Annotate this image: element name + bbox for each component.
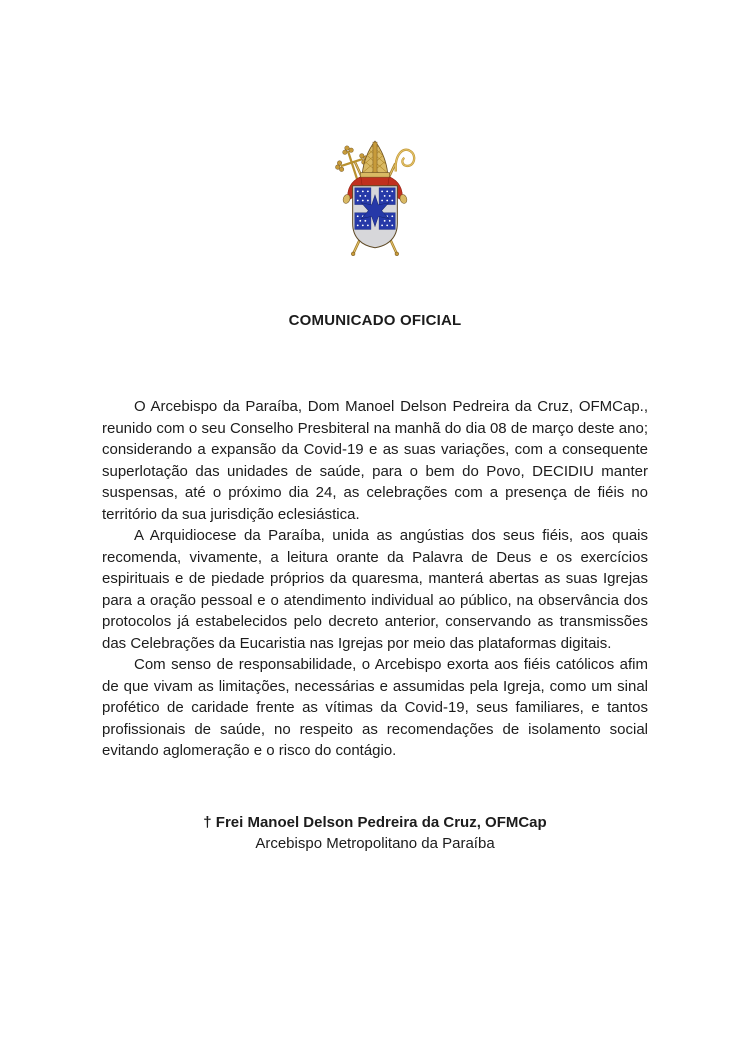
archdiocese-coat-of-arms-icon [314, 137, 436, 264]
signature-role: Arcebispo Metropolitano da Paraíba [255, 835, 495, 852]
document-body [102, 396, 648, 762]
signature-name: † Frei Manoel Delson Pedreira da Cruz, OFMCap [203, 813, 547, 831]
shield [353, 186, 398, 248]
paragraph-3: Com senso de responsabilidade, o Arcebispo exorta aos fiéis católicos afim de que vivam as limitações, necessárias e assumidas pela Igreja, como um sinal profético de caridade frente as vítimas da Covid-19, seus familiares, e tantos profissionais de saúde, no respeito as recomendações de isolamento social evitando aglomeração e o risco do contágio. [102, 656, 648, 759]
crozier-icon [396, 150, 415, 172]
document-title: COMUNICADO OFICIAL [288, 312, 462, 329]
paragraph-1: O Arcebispo da Paraíba, Dom Manoel Delson Pedreira da Cruz, OFMCap., reunido com o seu Conselho Presbiteral na manhã do dia 08 de março deste ano; considerando a expansão da Covid-19 e as suas variações, com a consequente superlotação das unidades de saúde, para o bem do Povo, DECIDIU manter suspensas, até o próximo dia 24, as celebrações com a presença de fiéis no território da sua jurisdição eclesiástica. [102, 398, 648, 523]
paragraph-2: A Arquidiocese da Paraíba, unida as angústias dos seus fiéis, aos quais recomenda, vivamente, a leitura orante da Palavra de Deus e os exercícios espirituais e de piedade próprios da quaresma, manterá abertas as suas Igrejas para a oração pessoal e o atendimento individual ao público, na observância dos protocolos já estabelecidos pelo decreto anterior, conservando as transmissões das Celebrações da Eucaristia nas Igrejas por meio das plataformas digitais. [102, 527, 648, 652]
signature-block [0, 812, 750, 855]
